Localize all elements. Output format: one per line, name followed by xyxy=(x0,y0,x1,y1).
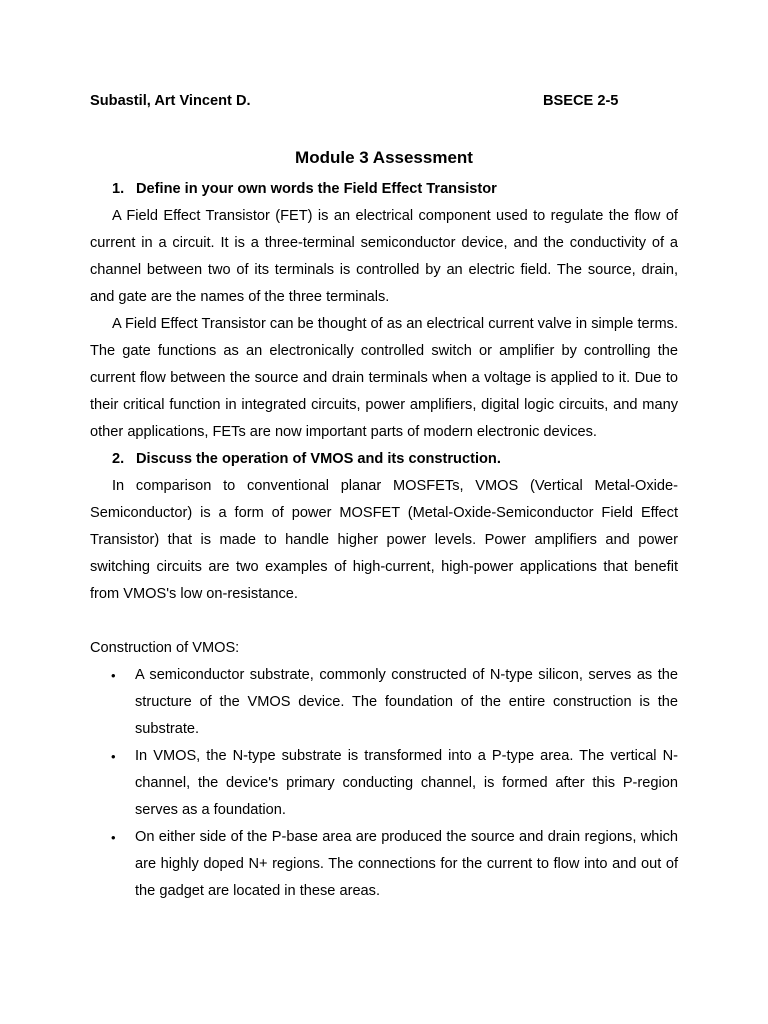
bullet-icon: • xyxy=(111,749,116,764)
bullet-icon: • xyxy=(111,668,116,683)
question-heading xyxy=(90,176,678,203)
bullet-icon: • xyxy=(111,830,116,845)
answer-paragraph: A Field Effect Transistor can be thought of as an electrical current valve in simple terms. The gate functions as an electronically controlled switch or amplifier by controlling the current flow between the source and drain terminals when a voltage is applied to it. Due to their critical function in integrated circuits, power amplifiers, digital logic circuits, and many other applications, FETs are now important parts of modern electronic devices. xyxy=(90,316,678,440)
list-item-text: A semiconductor substrate, commonly constructed of N-type silicon, serves as the structure of the VMOS device. The foundation of the entire construction is the substrate. xyxy=(135,667,678,737)
question-heading xyxy=(90,446,678,473)
list-item-text: On either side of the P-base area are produced the source and drain regions, which are highly doped N+ regions. The connections for the current to flow into and out of the gadget are located in these areas. xyxy=(135,829,678,899)
question-text: Define in your own words the Field Effect Transistor xyxy=(136,181,497,197)
question-number: 1. xyxy=(112,181,125,197)
list-item xyxy=(90,824,678,905)
construction-list xyxy=(90,662,678,905)
document-body xyxy=(90,176,678,905)
list-item xyxy=(90,662,678,743)
answer-paragraph: A Field Effect Transistor (FET) is an electrical component used to regulate the flow of current in a circuit. It is a three-terminal semiconductor device, and the conductivity of a channel between two of its terminals is controlled by an electric field. The source, drain, and gate are the names of the three terminals. xyxy=(90,208,678,305)
list-item-text: In VMOS, the N-type substrate is transformed into a P-type area. The vertical N-channel, the device's primary conducting channel, is formed after this P-region serves as a foundation. xyxy=(135,748,678,818)
question-text: Discuss the operation of VMOS and its construction. xyxy=(136,451,501,467)
answer-paragraph: In comparison to conventional planar MOSFETs, VMOS (Vertical Metal-Oxide-Semiconductor) is a form of power MOSFET (Metal-Oxide-Semiconductor Field Effect Transistor) that is made to handle higher power levels. Power amplifiers and power switching circuits are two examples of high-current, high-power applications that benefit from VMOS's low on-resistance. xyxy=(90,478,678,602)
construction-heading: Construction of VMOS: xyxy=(90,640,240,656)
list-item xyxy=(90,743,678,824)
paragraph-spacer xyxy=(90,608,678,635)
page-title: Module 3 Assessment xyxy=(295,148,473,167)
question-number: 2. xyxy=(112,451,125,467)
student-name: Subastil, Art Vincent D. xyxy=(90,93,251,109)
student-section: BSECE 2-5 xyxy=(543,93,619,109)
